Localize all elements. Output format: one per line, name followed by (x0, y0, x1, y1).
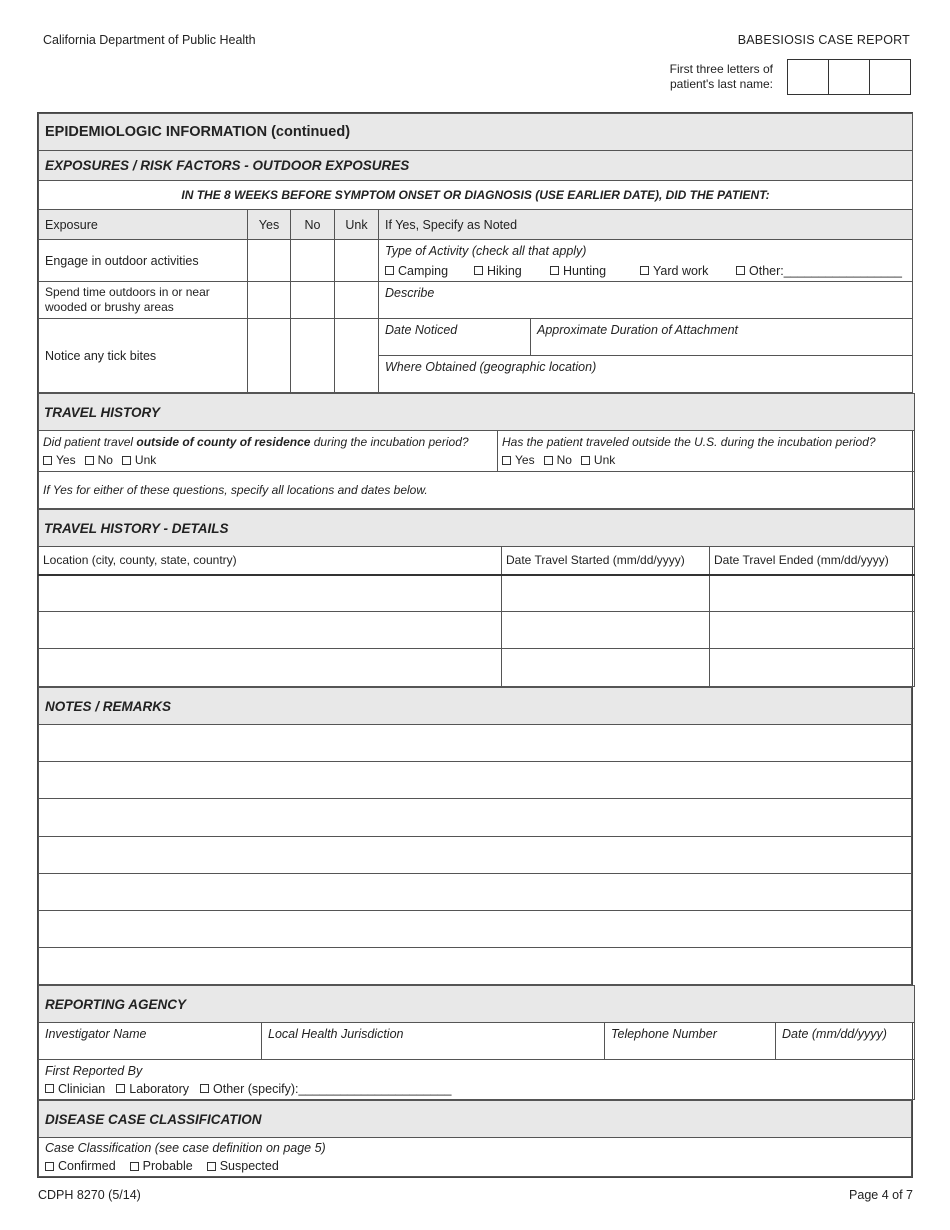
checkbox-icon (640, 266, 649, 275)
travel-location-3[interactable] (39, 649, 502, 687)
section-title-reporting: REPORTING AGENCY (39, 986, 915, 1023)
outdoor-activities-no[interactable] (291, 240, 335, 282)
first-reported-label: First Reported By (45, 1063, 143, 1078)
travel-note: If Yes for either of these questions, specify all locations and dates below. (39, 472, 915, 509)
col-date-started: Date Travel Started (mm/dd/yyyy) (502, 547, 710, 575)
checkbox-icon (474, 266, 483, 275)
county-no-checkbox[interactable]: No (85, 453, 113, 467)
checkbox-icon (207, 1162, 216, 1171)
checkbox-icon (200, 1084, 209, 1093)
travel-end-3[interactable] (710, 649, 915, 687)
outdoor-activities-yes[interactable] (248, 240, 291, 282)
section-title-notes: NOTES / REMARKS (39, 688, 912, 725)
notes-line-4[interactable] (39, 837, 912, 874)
checkbox-icon (502, 456, 511, 465)
checkbox-icon (45, 1084, 54, 1093)
col-unk: Unk (335, 210, 379, 240)
date-noticed-field[interactable]: Date Noticed (379, 319, 531, 356)
checkbox-icon (581, 456, 590, 465)
section-title-exposures: EXPOSURES / RISK FACTORS - OUTDOOR EXPOSURES (39, 151, 913, 181)
reported-other-checkbox[interactable]: Other (specify):______________________ (200, 1082, 451, 1096)
initials-label: First three letters of patient's last name: (669, 62, 773, 91)
section-title-classification: DISEASE CASE CLASSIFICATION (39, 1101, 912, 1138)
duration-field[interactable]: Approximate Duration of Attachment (531, 319, 913, 356)
wooded-areas-yes[interactable] (248, 282, 291, 319)
checkbox-icon (116, 1084, 125, 1093)
activity-type-label: Type of Activity (check all that apply) (385, 243, 587, 258)
tick-bites-yes[interactable] (248, 319, 291, 393)
checkbox-icon (385, 266, 394, 275)
classification-cell (39, 1138, 912, 1177)
section-title-travel-details: TRAVEL HISTORY - DETAILS (39, 510, 915, 547)
activity-hiking-checkbox[interactable]: Hiking (474, 264, 550, 278)
col-date-ended: Date Travel Ended (mm/dd/yyyy) (710, 547, 915, 575)
first-reported-cell (39, 1060, 915, 1100)
page-number: Page 4 of 7 (849, 1188, 913, 1202)
us-no-checkbox[interactable]: No (544, 453, 572, 467)
travel-table (38, 393, 915, 509)
col-exposure: Exposure (39, 210, 248, 240)
where-obtained-field[interactable]: Where Obtained (geographic location) (379, 356, 913, 393)
case-report-form (37, 112, 913, 1178)
travel-us-question: Has the patient traveled outside the U.S. during the incubation period? Yes No Unk (498, 431, 915, 472)
telephone-field[interactable]: Telephone Number (605, 1023, 776, 1060)
travel-end-1[interactable] (710, 575, 915, 612)
classification-suspected-checkbox[interactable]: Suspected (207, 1159, 279, 1173)
report-title: BABESIOSIS CASE REPORT (737, 33, 910, 47)
classification-confirmed-checkbox[interactable]: Confirmed (45, 1159, 116, 1173)
col-specify: If Yes, Specify as Noted (379, 210, 913, 240)
notes-line-1[interactable] (39, 725, 912, 762)
activity-yardwork-checkbox[interactable]: Yard work (640, 264, 736, 278)
col-yes: Yes (248, 210, 291, 240)
travel-location-1[interactable] (39, 575, 502, 612)
checkbox-icon (85, 456, 94, 465)
notes-line-5[interactable] (39, 874, 912, 911)
reporting-table (38, 985, 915, 1100)
wooded-areas-no[interactable] (291, 282, 335, 319)
initial-box-1[interactable] (787, 59, 829, 95)
notes-line-3[interactable] (39, 799, 912, 837)
agency-name: California Department of Public Health (43, 33, 256, 47)
form-id: CDPH 8270 (5/14) (38, 1188, 141, 1202)
us-yes-checkbox[interactable]: Yes (502, 453, 535, 467)
county-unk-checkbox[interactable]: Unk (122, 453, 156, 467)
notes-line-2[interactable] (39, 762, 912, 799)
col-location: Location (city, county, state, country) (39, 547, 502, 575)
report-date-field[interactable]: Date (mm/dd/yyyy) (776, 1023, 915, 1060)
checkbox-icon (544, 456, 553, 465)
checkbox-icon (43, 456, 52, 465)
checkbox-icon (736, 266, 745, 275)
travel-details-table (38, 509, 915, 687)
epi-table (38, 113, 913, 393)
investigator-name-field[interactable]: Investigator Name (39, 1023, 262, 1060)
outdoor-activities-unk[interactable] (335, 240, 379, 282)
travel-start-3[interactable] (502, 649, 710, 687)
classification-table (38, 1100, 912, 1177)
activity-other-checkbox[interactable]: Other:_________________ (736, 264, 902, 278)
wooded-areas-describe[interactable]: Describe (379, 282, 913, 319)
checkbox-icon (45, 1162, 54, 1171)
activity-camping-checkbox[interactable]: Camping (385, 264, 474, 278)
row-tick-bites-label: Notice any tick bites (39, 319, 248, 393)
travel-end-2[interactable] (710, 612, 915, 649)
travel-start-2[interactable] (502, 612, 710, 649)
travel-location-2[interactable] (39, 612, 502, 649)
row-wooded-areas-label: Spend time outdoors in or near wooded or brushy areas (39, 282, 248, 319)
row-outdoor-activities-label: Engage in outdoor activities (39, 240, 248, 282)
section-title-epi: EPIDEMIOLOGIC INFORMATION (continued) (39, 114, 913, 151)
section-title-travel: TRAVEL HISTORY (39, 394, 915, 431)
county-yes-checkbox[interactable]: Yes (43, 453, 76, 467)
tick-bites-unk[interactable] (335, 319, 379, 393)
initial-box-2[interactable] (828, 59, 870, 95)
notes-line-7[interactable] (39, 948, 912, 985)
jurisdiction-field[interactable]: Local Health Jurisdiction (262, 1023, 605, 1060)
reported-laboratory-checkbox[interactable]: Laboratory (116, 1082, 189, 1096)
checkbox-icon (122, 456, 131, 465)
notes-line-6[interactable] (39, 911, 912, 948)
exposure-question: IN THE 8 WEEKS BEFORE SYMPTOM ONSET OR DIAGNOSIS (USE EARLIER DATE), DID THE PATIENT: (39, 181, 913, 210)
travel-start-1[interactable] (502, 575, 710, 612)
initial-box-3[interactable] (869, 59, 911, 95)
activity-type-cell (379, 240, 913, 282)
wooded-areas-unk[interactable] (335, 282, 379, 319)
checkbox-icon (550, 266, 559, 275)
col-no: No (291, 210, 335, 240)
notes-table (38, 687, 912, 985)
classification-label: Case Classification (see case definition on page 5) (45, 1141, 326, 1155)
activity-hunting-checkbox[interactable]: Hunting (550, 264, 640, 278)
tick-bites-no[interactable] (291, 319, 335, 393)
reported-clinician-checkbox[interactable]: Clinician (45, 1082, 105, 1096)
checkbox-icon (130, 1162, 139, 1171)
us-unk-checkbox[interactable]: Unk (581, 453, 615, 467)
classification-probable-checkbox[interactable]: Probable (130, 1159, 193, 1173)
travel-county-question: Did patient travel outside of county of residence during the incubation period? Yes No Unk (39, 431, 498, 472)
